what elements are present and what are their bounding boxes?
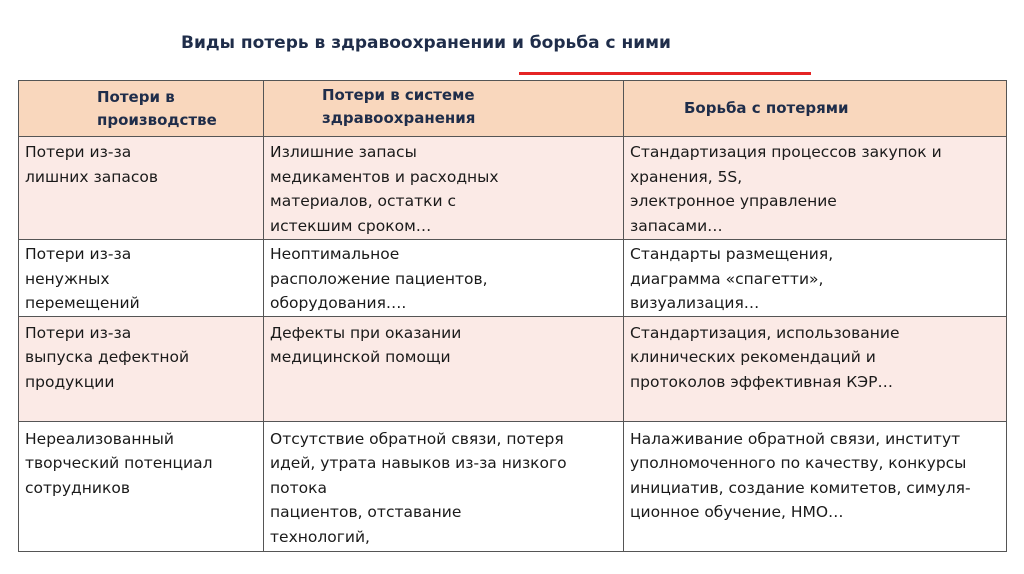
title-accent-line xyxy=(519,72,811,75)
header-production-losses xyxy=(19,81,264,137)
cell-line: диаграмма «спагетти», xyxy=(630,269,824,288)
cell-line: Потери из-за xyxy=(25,245,132,263)
cell-remedy xyxy=(624,421,1007,551)
cell-line: сотрудников xyxy=(25,478,130,497)
cell-line: медицинской помощи xyxy=(270,348,451,366)
cell-line: инициатив, создание комитетов, симуля- xyxy=(630,478,971,497)
cell-line: Неоптимальное xyxy=(270,245,400,263)
cell-line: Нереализованный xyxy=(25,429,174,448)
cell-line: клинических рекомендаций и xyxy=(630,348,876,366)
header-line: производстве xyxy=(97,111,217,129)
cell-line: Стандартизация процессов закупок и xyxy=(630,143,942,161)
cell-line: ненужных xyxy=(25,269,110,288)
table-header-row xyxy=(19,81,1007,137)
cell-line: медикаментов и расходных xyxy=(270,167,499,186)
cell-healthcare xyxy=(264,240,624,317)
cell-line: продукции xyxy=(25,372,115,391)
cell-healthcare xyxy=(264,137,624,240)
cell-remedy xyxy=(624,316,1007,421)
header-remedies xyxy=(624,81,1007,137)
cell-line: расположение пациентов, xyxy=(270,269,488,288)
table-row xyxy=(19,240,1007,317)
header-healthcare-losses xyxy=(264,81,624,137)
cell-line: потока xyxy=(270,478,327,497)
cell-loss xyxy=(19,421,264,551)
cell-remedy xyxy=(624,240,1007,317)
cell-line: визуализация… xyxy=(630,294,760,312)
page-title: Виды потерь в здравоохранении и борьба с ними xyxy=(181,33,671,53)
cell-loss xyxy=(19,240,264,317)
cell-line: выпуска дефектной xyxy=(25,348,190,366)
cell-healthcare xyxy=(264,421,624,551)
cell-line: Потери из-за xyxy=(25,143,132,161)
table-row xyxy=(19,421,1007,551)
cell-line: перемещений xyxy=(25,294,140,312)
losses-table xyxy=(18,80,1007,552)
header-line: Потери в xyxy=(97,88,175,106)
cell-line: истекшим сроком… xyxy=(270,216,432,235)
cell-healthcare xyxy=(264,316,624,421)
table-row xyxy=(19,137,1007,240)
cell-line: материалов, остатки с xyxy=(270,192,456,210)
header-line: здравоохранения xyxy=(322,109,476,127)
header-line: Потери в системе xyxy=(322,86,475,104)
cell-line: Потери из-за xyxy=(25,323,132,342)
cell-line: запасами… xyxy=(630,216,723,235)
cell-loss xyxy=(19,137,264,240)
cell-line: идей, утрата навыков из-за низкого xyxy=(270,454,567,472)
cell-line: Дефекты при оказании xyxy=(270,323,462,342)
cell-line: протоколов эффективная КЭР… xyxy=(630,372,893,391)
cell-line: Налаживание обратной связи, институт xyxy=(630,429,961,448)
cell-line: ционное обучение, НМО… xyxy=(630,503,844,521)
cell-line: технологий, xyxy=(270,527,370,546)
cell-line: оборудования…. xyxy=(270,294,407,312)
cell-line: Стандартизация, использование xyxy=(630,323,900,342)
cell-line: творческий потенциал xyxy=(25,454,213,472)
cell-loss xyxy=(19,316,264,421)
cell-line: Отсутствие обратной связи, потеря xyxy=(270,429,564,448)
table-row xyxy=(19,316,1007,421)
cell-line: Излишние запасы xyxy=(270,143,417,161)
cell-line: пациентов, отставание xyxy=(270,503,462,521)
cell-line: хранения, 5S, xyxy=(630,167,743,186)
cell-line: электронное управление xyxy=(630,192,837,210)
cell-line: уполномоченного по качеству, конкурсы xyxy=(630,454,967,472)
header-line: Борьба с потерями xyxy=(684,99,849,117)
cell-line: Стандарты размещения, xyxy=(630,245,834,263)
cell-line: лишних запасов xyxy=(25,167,158,186)
cell-remedy xyxy=(624,137,1007,240)
